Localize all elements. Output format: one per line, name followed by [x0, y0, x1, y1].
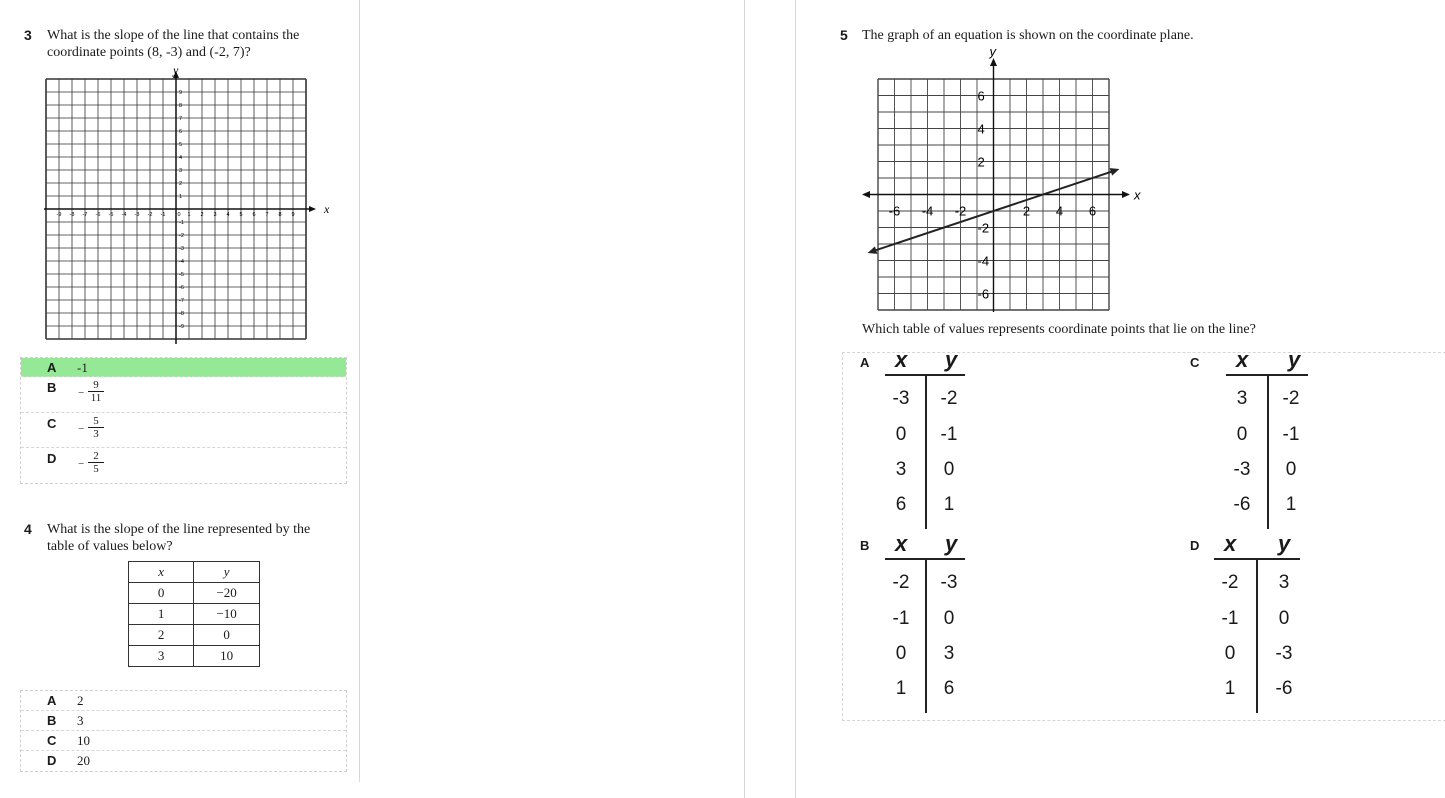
table-choice-letter-d[interactable]: D [1190, 538, 1200, 553]
fraction-sign: − [78, 387, 85, 399]
x-tick-label: 3 [213, 212, 217, 218]
choice-text: -1 [77, 360, 88, 375]
table-header-y: y [945, 531, 958, 556]
x-tick-label: -4 [921, 203, 934, 219]
column-divider-right [795, 0, 796, 798]
table-cell: −20 [194, 583, 260, 604]
table-cell: 1 [129, 604, 194, 625]
table-cell: -2 [892, 572, 910, 593]
question-3-text [47, 27, 299, 61]
question-4-text-line2: table of values below? [47, 539, 173, 554]
table-cell: -3 [940, 572, 958, 593]
table-header-x: x [1224, 531, 1237, 556]
choice-letter: B [47, 713, 57, 728]
table-cell: 0 [895, 424, 907, 445]
choice-letter: C [47, 416, 57, 431]
y-tick-label: -2 [977, 220, 990, 236]
y-tick-label: -8 [179, 311, 184, 317]
table-choice-letter-b[interactable]: B [860, 538, 870, 553]
x-axis-arrow-right [1122, 191, 1130, 198]
y-tick-label: 2 [179, 181, 183, 187]
table-cell: -6 [1275, 678, 1293, 699]
table-row [129, 625, 260, 646]
table-cell: 3 [129, 646, 194, 667]
x-tick-label: 2 [200, 212, 204, 218]
question-3-text-line1: What is the slope of the line that contains the [47, 28, 300, 43]
x-tick-label: -1 [160, 212, 166, 218]
choice-text: 10 [77, 733, 90, 748]
table-cell: 0 [943, 459, 955, 480]
table-cell: -2 [1282, 388, 1300, 409]
x-tick-label: -5 [108, 212, 114, 218]
table-column-rule [925, 560, 927, 713]
question-5-prompt: Which table of values represents coordinate points that lie on the line? [862, 322, 1256, 337]
x-tick-label: -3 [134, 212, 140, 218]
x-tick-label: -2 [954, 203, 967, 219]
table-header-y: y [1278, 531, 1291, 556]
table-header-x: x [895, 347, 908, 372]
y-tick-label: -4 [179, 259, 184, 265]
question-4-choice-b[interactable] [21, 711, 346, 731]
x-tick-label: -7 [82, 212, 88, 218]
fraction-denominator: 3 [93, 428, 99, 440]
x-tick-label: -6 [888, 203, 901, 219]
choice-letter: B [47, 380, 57, 395]
y-tick-label: -6 [977, 286, 990, 302]
x-axis-arrow [309, 206, 316, 212]
table-cell: -1 [940, 424, 958, 445]
question-4-text-line1: What is the slope of the line represented by the [47, 522, 311, 537]
table-cell: -3 [1275, 643, 1293, 664]
x-tick-label: 1 [187, 212, 191, 218]
question-4-number: 4 [24, 521, 32, 537]
x-axis-arrow-left [862, 191, 870, 198]
table-cell: -1 [892, 608, 910, 629]
line-arrow-right [1110, 168, 1120, 176]
y-tick-label: 4 [179, 155, 183, 161]
table-cell: 3 [943, 643, 955, 664]
table-header-x: x [895, 531, 908, 556]
table-cell: 2 [129, 625, 194, 646]
x-tick-label: -8 [69, 212, 75, 218]
table-cell: -2 [940, 388, 958, 409]
choice-text: 2 [77, 693, 84, 708]
table-choice-letter-a[interactable]: A [860, 355, 870, 370]
question-3-choice-b[interactable] [21, 377, 346, 413]
y-tick-label: -2 [179, 233, 184, 239]
x-axis-label: x [1134, 187, 1141, 203]
question-4-choice-c[interactable] [21, 731, 346, 751]
x-tick-label: 6 [252, 212, 256, 218]
fraction-denominator: 5 [93, 463, 99, 475]
fraction-numerator: 9 [93, 379, 99, 391]
table-cell: 10 [194, 646, 260, 667]
table-cell: 3 [1278, 572, 1290, 593]
table-row [129, 604, 260, 625]
question-3-text-line2: coordinate points (8, -3) and (-2, 7)? [47, 45, 251, 60]
y-tick-label: -4 [977, 253, 990, 269]
choice-text: 3 [77, 713, 84, 728]
question-5-text: The graph of an equation is shown on the coordinate plane. [862, 28, 1194, 43]
fraction-numerator: 2 [93, 450, 99, 462]
table-choice-letter-c[interactable]: C [1190, 355, 1200, 370]
column-divider-middle [744, 0, 745, 798]
line-arrow-left [868, 246, 878, 254]
table-header-x: x [129, 562, 194, 583]
x-tick-label: 6 [1088, 203, 1097, 219]
table-cell: 0 [895, 643, 907, 664]
table-cell: 1 [1285, 494, 1297, 515]
choice-letter: A [47, 360, 57, 375]
choice-letter: D [47, 753, 57, 768]
table-cell: −10 [194, 604, 260, 625]
x-tick-label: 9 [291, 212, 295, 218]
x-tick-label: 8 [278, 212, 282, 218]
fraction-sign: − [78, 423, 85, 435]
y-tick-label: -3 [179, 246, 184, 252]
table-column-rule [1256, 560, 1258, 713]
table-cell: 6 [943, 678, 955, 699]
question-4-text [47, 521, 310, 555]
y-tick-label: 3 [179, 168, 183, 174]
question-5-line-graph [858, 44, 1148, 312]
y-tick-label: 2 [977, 154, 985, 170]
table-cell: -1 [1282, 424, 1300, 445]
question-4-choice-d[interactable] [21, 751, 346, 771]
table-row [129, 646, 260, 667]
question-3-choice-a[interactable] [21, 358, 346, 377]
table-cell: -3 [1233, 459, 1251, 480]
y-tick-label: -9 [179, 324, 184, 330]
choice-letter: D [47, 451, 57, 466]
y-tick-label: -7 [179, 298, 184, 304]
table-cell: 0 [943, 608, 955, 629]
y-tick-label: 7 [179, 116, 183, 122]
fraction-numerator: 5 [93, 415, 99, 427]
y-axis-label: y [173, 63, 179, 77]
x-tick-label: -9 [56, 212, 62, 218]
table-cell: 1 [943, 494, 955, 515]
table-cell: 1 [1224, 678, 1236, 699]
question-3-number: 3 [24, 27, 32, 43]
question-3-coordinate-grid [40, 62, 330, 344]
question-3-answer-choices [20, 357, 347, 484]
y-tick-label: 1 [179, 194, 183, 200]
x-tick-label: 7 [265, 212, 269, 218]
y-tick-label: -1 [179, 220, 184, 226]
table-cell: 3 [1236, 388, 1248, 409]
table-header-y: y [945, 347, 958, 372]
table-header-x: x [1236, 347, 1249, 372]
x-tick-label: -2 [147, 212, 153, 218]
question-3-choice-d[interactable] [21, 448, 346, 483]
choice-letter: C [47, 733, 57, 748]
table-cell: -3 [892, 388, 910, 409]
x-axis-label: x [324, 202, 330, 216]
x-tick-label: 5 [239, 212, 243, 218]
x-tick-label: 4 [226, 212, 230, 218]
fraction-denominator: 11 [90, 392, 102, 404]
y-tick-label: 9 [179, 90, 183, 96]
table-cell: 0 [129, 583, 194, 604]
choice-letter: A [47, 693, 57, 708]
y-tick-label: 6 [977, 88, 985, 104]
table-cell: 0 [1236, 424, 1248, 445]
table-cell: 3 [895, 459, 907, 480]
x-tick-label: -4 [121, 212, 127, 218]
table-cell: 6 [895, 494, 907, 515]
y-tick-label: -5 [179, 272, 184, 278]
table-cell: 0 [1285, 459, 1297, 480]
y-tick-label: -6 [179, 285, 184, 291]
question-4-answer-choices [20, 690, 347, 772]
table-cell: 0 [1278, 608, 1290, 629]
x-tick-label: 0 [177, 212, 181, 218]
table-cell: -6 [1233, 494, 1251, 515]
x-tick-label: 4 [1055, 203, 1064, 219]
table-column-rule [925, 376, 927, 529]
table-cell: 0 [1224, 643, 1236, 664]
y-axis-arrow-up [990, 58, 997, 66]
y-tick-label: 6 [179, 129, 183, 135]
y-tick-label: 8 [179, 103, 183, 109]
table-row [129, 583, 260, 604]
table-cell: -2 [1221, 572, 1239, 593]
column-divider-left [359, 0, 360, 782]
question-3-choice-c[interactable] [21, 413, 346, 448]
question-4-values-table [128, 561, 260, 667]
x-tick-label: -6 [95, 212, 101, 218]
question-5-number: 5 [840, 27, 848, 43]
table-cell: -1 [1221, 608, 1239, 629]
y-tick-label: 4 [977, 121, 985, 137]
table-column-rule [1267, 376, 1269, 529]
question-4-choice-a[interactable] [21, 691, 346, 711]
x-tick-label: 2 [1022, 203, 1031, 219]
table-header-row [129, 562, 260, 583]
table-cell: 1 [895, 678, 907, 699]
y-tick-label: 5 [179, 142, 183, 148]
choice-text: 20 [77, 753, 90, 768]
table-header-y: y [194, 562, 260, 583]
table-header-y: y [1288, 347, 1301, 372]
y-axis-label: y [989, 44, 996, 59]
table-cell: 0 [194, 625, 260, 646]
fraction-sign: − [78, 458, 85, 470]
